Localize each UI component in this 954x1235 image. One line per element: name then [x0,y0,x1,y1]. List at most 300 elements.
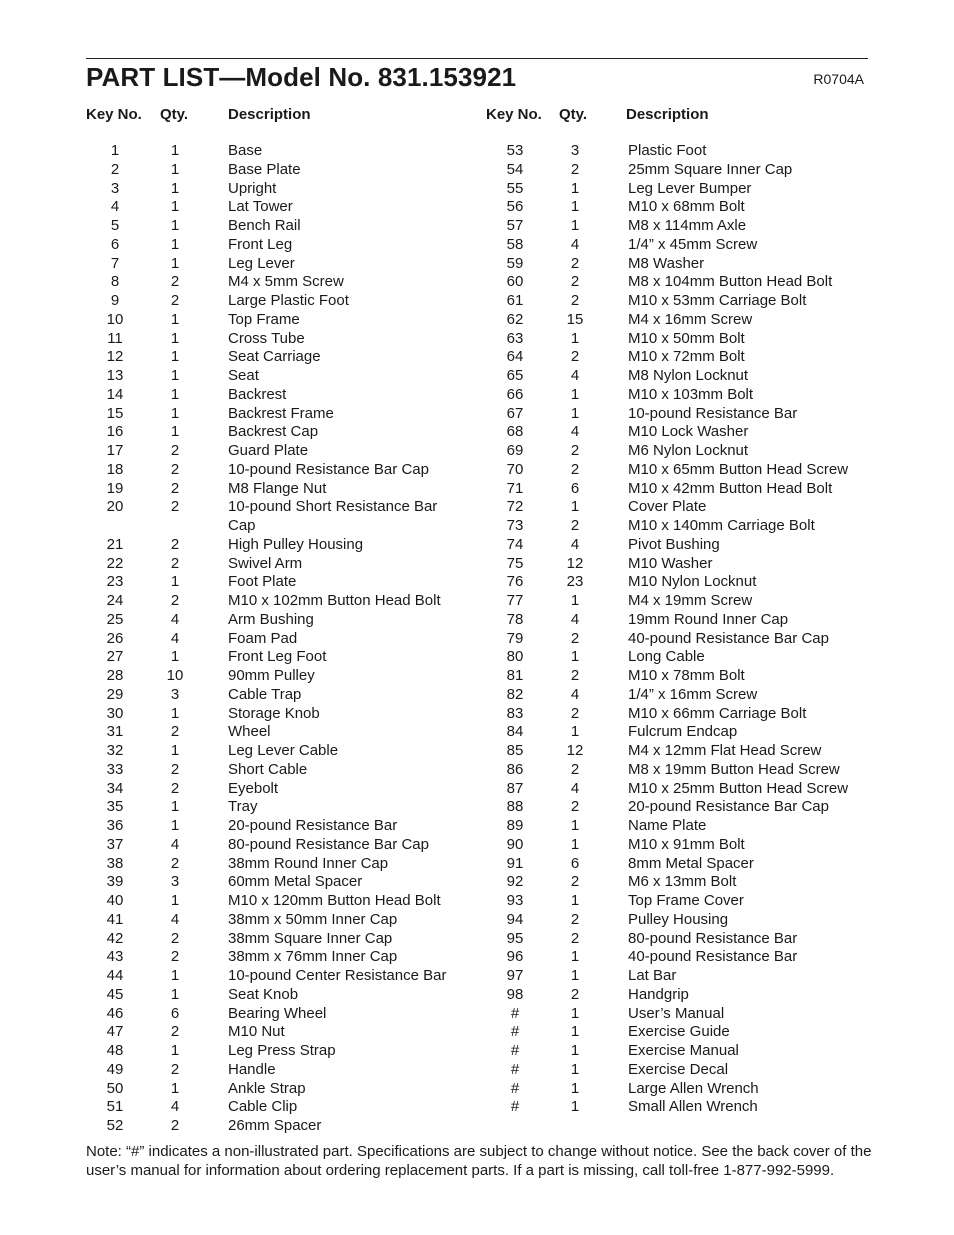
part-row [486,142,868,161]
part-qty: 1 [170,1079,180,1097]
part-qty: 2 [170,535,180,553]
part-key-no: 48 [106,1042,124,1059]
part-qty: 1 [170,142,180,159]
header-key-no: Key No. [86,106,142,123]
part-key-no: 72 [506,498,524,516]
part-qty: 2 [170,854,180,872]
part-qty: 2 [170,779,180,797]
part-qty: 2 [570,460,580,478]
page-title: PART LIST—Model No. 831.153921 [86,62,517,92]
part-row [86,498,466,517]
part-key-no: 49 [106,1060,124,1078]
part-qty: 4 [570,423,580,441]
part-qty: 1 [170,798,180,816]
part-qty: 1 [570,498,580,516]
part-qty: 2 [570,760,580,778]
part-row [486,611,868,630]
part-row [486,1042,868,1061]
part-qty: 1 [570,1098,580,1116]
part-key-no: 80 [506,648,524,666]
part-row [86,292,466,311]
part-row [86,630,466,649]
part-description: M8 Nylon Locknut [628,367,749,384]
part-description: 60mm Metal Spacer [228,873,363,891]
part-key-no: 33 [106,760,124,778]
part-qty: 2 [570,517,580,534]
part-key-no: 81 [506,667,524,684]
part-key-no: 56 [506,198,524,216]
part-row [486,892,868,911]
part-qty: 2 [170,723,180,741]
part-key-no: 86 [506,760,524,778]
part-description: Backrest Cap [228,423,319,441]
part-key-no: 58 [506,235,524,253]
part-key-no: 91 [506,854,524,872]
part-row [486,348,868,367]
part-qty: 1 [570,1079,580,1097]
part-qty: 1 [570,1060,580,1078]
part-description: Base [228,142,263,159]
part-description: Exercise Manual [628,1042,739,1059]
part-description: M10 x 91mm Bolt [628,835,745,853]
part-key-no: 98 [506,985,524,1003]
part-qty: 1 [570,198,580,216]
part-row [486,1080,868,1099]
part-row [486,330,868,349]
part-key-no: 34 [106,779,124,797]
part-description: Seat Carriage [228,348,321,366]
part-description: 38mm x 76mm Inner Cap [228,948,398,966]
part-row [86,367,466,386]
part-row [486,198,868,217]
part-row [86,1005,466,1024]
part-key-no: 26 [106,629,124,647]
part-row [486,405,868,424]
part-description: M8 x 104mm Button Head Bolt [628,273,833,291]
part-description: M10 Washer [628,554,713,572]
part-key-no: 74 [506,535,524,553]
part-qty: 1 [170,329,180,347]
part-row [86,442,466,461]
part-row [486,780,868,799]
part-key-no: 38 [106,854,124,872]
part-row [86,480,466,499]
part-qty: 1 [570,723,580,741]
part-row [86,1061,466,1080]
part-qty: 1 [170,198,180,216]
part-row [486,367,868,386]
part-key-no: 71 [506,479,524,497]
part-qty: 2 [570,160,580,178]
part-key-no: 87 [506,779,524,797]
part-qty: 2 [170,460,180,478]
part-row [86,555,466,574]
part-row [86,723,466,742]
part-qty: 1 [570,967,580,984]
part-description: M10 Lock Washer [628,423,749,441]
part-qty: 1 [570,1042,580,1059]
part-description: Large Plastic Foot [228,292,349,309]
part-row [486,723,868,742]
part-qty: 1 [170,217,180,234]
part-key-no: 16 [106,423,124,441]
part-key-no: 50 [106,1079,124,1097]
part-key-no: 23 [106,573,124,591]
part-description: Pivot Bushing [628,535,720,553]
part-key-no: 77 [506,592,524,609]
part-row [486,461,868,480]
part-qty: 1 [170,179,180,197]
part-description: Short Cable [228,760,308,778]
part-row [86,930,466,949]
part-row [86,461,466,480]
part-qty: 3 [170,873,180,891]
part-description: Storage Knob [228,704,320,722]
part-key-no: 32 [106,742,124,759]
parts-column-right [486,106,868,1116]
part-key-no: 30 [106,704,124,722]
part-row [86,423,466,442]
part-key-no: 2 [110,160,120,178]
part-description: Long Cable [628,648,705,666]
part-qty: 2 [570,985,580,1003]
part-key-no: 95 [506,929,524,947]
part-description: Lat Tower [228,198,293,216]
part-key-no: 24 [106,592,124,609]
part-description: M10 x 50mm Bolt [628,329,745,347]
part-row [86,348,466,367]
part-description: 40-pound Resistance Bar [628,948,798,966]
part-key-no: # [510,1060,520,1078]
part-qty: 4 [170,910,180,928]
part-description: Handgrip [628,985,689,1003]
part-description: Bearing Wheel [228,1004,327,1022]
part-qty: 2 [170,273,180,291]
part-description: User’s Manual [628,1004,725,1022]
part-description: Seat [228,367,259,384]
part-description: 80-pound Resistance Bar [628,929,798,947]
part-key-no: 52 [106,1117,124,1134]
part-key-no: 59 [506,254,524,272]
part-description: 20-pound Resistance Bar Cap [628,798,829,816]
part-description: M10 x 65mm Button Head Screw [628,460,849,478]
part-qty: 4 [570,367,580,384]
header-qty: Qty. [160,106,189,123]
part-row [486,180,868,199]
part-qty: 1 [170,160,180,178]
part-row [86,592,466,611]
part-qty: 2 [170,760,180,778]
part-qty: 23 [566,573,584,591]
part-description: 10-pound Center Resistance Bar [228,967,447,984]
part-key-no: # [510,1079,520,1097]
part-key-no: 66 [506,385,524,403]
part-description: High Pulley Housing [228,535,364,553]
part-key-no: 9 [110,292,120,309]
part-qty: 1 [170,573,180,591]
part-description: 20-pound Resistance Bar [228,817,398,834]
part-description: 10-pound Resistance Bar Cap [228,460,429,478]
part-qty: 2 [170,1023,180,1041]
part-row [86,742,466,761]
part-qty: 1 [570,892,580,909]
part-row [486,630,868,649]
part-row [486,667,868,686]
part-key-no: 51 [106,1098,124,1116]
part-description: M10 x 103mm Bolt [628,385,754,403]
part-qty: 2 [570,273,580,291]
part-key-no: 63 [506,329,524,347]
part-key-no: 11 [107,329,123,347]
part-row [486,555,868,574]
part-qty: 2 [570,704,580,722]
part-key-no: 62 [506,310,524,328]
part-key-no: 93 [506,892,524,909]
column-header [486,106,868,126]
part-row [486,686,868,705]
part-description: Pulley Housing [628,910,729,928]
part-description: Handle [228,1060,276,1078]
part-qty: 1 [170,892,180,909]
part-key-no: 84 [506,723,524,741]
part-key-no: 10 [106,310,124,328]
part-key-no: 89 [506,817,524,834]
part-description: Exercise Decal [628,1060,729,1078]
part-description: Foot Plate [228,573,297,591]
part-description: M4 x 19mm Screw [628,592,753,609]
part-row [86,686,466,705]
part-description: Cover Plate [628,498,707,516]
part-description: 19mm Round Inner Cap [628,610,789,628]
part-description: 1/4” x 45mm Screw [628,235,758,253]
part-description: M10 x 66mm Carriage Bolt [628,704,807,722]
part-description: Top Frame Cover [628,892,744,909]
part-row [486,423,868,442]
part-qty: 2 [170,592,180,609]
part-key-no: 43 [106,948,124,966]
part-qty: 3 [570,142,580,159]
part-description: Foam Pad [228,629,298,647]
part-key-no: 55 [506,179,524,197]
part-description: M8 x 114mm Axle [628,217,747,234]
part-description: M10 x 120mm Button Head Bolt [228,892,441,909]
part-qty: 1 [570,817,580,834]
part-description: Upright [228,179,277,197]
part-key-no: 69 [506,442,524,459]
part-key-no: 25 [106,610,124,628]
footnote: Note: “#” indicates a non-illustrated part. Specifications are subject to change without notice. See the back cover of the user’s manual for information about ordering replacement parts. If a part is missing, call toll-free 1-877-992-5999. [86,1143,872,1179]
part-key-no: 39 [106,873,124,891]
part-key-no: 6 [110,235,120,253]
part-description: M10 x 53mm Carriage Bolt [628,292,807,309]
header-description: Description [228,106,311,123]
part-row [86,855,466,874]
part-row [86,1080,466,1099]
part-row [86,761,466,780]
part-qty: 4 [570,779,580,797]
part-row [486,873,868,892]
part-key-no: 41 [106,910,124,928]
part-qty: 1 [170,742,180,759]
part-key-no: 29 [106,685,124,703]
part-key-no: # [510,1042,520,1059]
part-row [86,517,466,536]
part-description: M8 Flange Nut [228,479,327,497]
part-row [486,273,868,292]
part-qty: 4 [570,535,580,553]
part-description: 90mm Pulley [228,667,315,684]
part-key-no: 21 [106,535,124,553]
part-row [486,442,868,461]
part-description: M10 x 68mm Bolt [628,198,745,216]
part-description: M10 x 78mm Bolt [628,667,745,684]
part-row [486,911,868,930]
part-row [86,873,466,892]
part-description: M8 x 19mm Button Head Screw [628,760,840,778]
part-description: Front Leg [228,235,293,253]
part-description: Plastic Foot [628,142,707,159]
part-qty: 4 [570,610,580,628]
part-description: Lat Bar [628,967,677,984]
part-qty: 2 [570,292,580,309]
part-description: Backrest Frame [228,404,334,422]
part-row [86,667,466,686]
part-qty: 1 [570,1023,580,1041]
part-description: 8mm Metal Spacer [628,854,754,872]
part-key-no: 3 [110,179,120,197]
part-row [486,648,868,667]
part-key-no: 68 [506,423,524,441]
part-key-no: 61 [506,292,524,309]
part-description: 25mm Square Inner Cap [628,160,793,178]
part-description: Wheel [228,723,271,741]
part-row [86,780,466,799]
part-qty: 2 [170,929,180,947]
top-rule [86,58,868,59]
part-row [486,1005,868,1024]
part-row [486,292,868,311]
part-key-no: 60 [506,273,524,291]
part-key-no: 92 [506,873,524,891]
part-row [86,948,466,967]
part-row [486,705,868,724]
part-qty: 2 [570,254,580,272]
part-qty: 2 [170,292,180,309]
part-qty: 1 [570,648,580,666]
part-qty: 2 [570,667,580,684]
part-key-no: 35 [106,798,124,816]
part-description: M10 x 25mm Button Head Screw [628,779,849,797]
part-key-no: 70 [506,460,524,478]
part-description: Cap [228,517,256,534]
part-description: M10 x 102mm Button Head Bolt [228,592,441,609]
part-qty: 1 [170,348,180,366]
part-row [86,161,466,180]
part-qty: 4 [170,629,180,647]
part-qty: 1 [170,423,180,441]
part-key-no: 27 [106,648,124,666]
part-row [86,573,466,592]
part-row [86,817,466,836]
part-row [86,536,466,555]
part-qty: 10 [166,667,184,684]
part-description: Cable Clip [228,1098,298,1116]
part-row [86,967,466,986]
part-key-no: 42 [106,929,124,947]
part-key-no: 5 [110,217,120,234]
part-description: 10-pound Resistance Bar [628,404,798,422]
part-description: Front Leg Foot [228,648,327,666]
part-key-no: 76 [506,573,524,591]
part-row [86,911,466,930]
part-qty: 1 [170,704,180,722]
part-key-no: 37 [106,835,124,853]
part-description: 38mm x 50mm Inner Cap [228,910,398,928]
part-row [86,198,466,217]
part-key-no: 54 [506,160,524,178]
part-description: Bench Rail [228,217,301,234]
part-key-no: 36 [106,817,124,834]
part-qty: 2 [170,498,180,516]
part-description: Small Allen Wrench [628,1098,758,1116]
part-row [86,892,466,911]
part-row [86,1098,466,1117]
part-qty: 2 [170,948,180,966]
part-row [86,1042,466,1061]
part-description: Exercise Guide [628,1023,730,1041]
part-description: Cross Tube [228,329,305,347]
part-key-no: 22 [106,554,124,572]
part-key-no: 73 [506,517,524,534]
part-qty: 4 [170,1098,180,1116]
part-key-no: 97 [506,967,524,984]
part-key-no: 57 [506,217,524,234]
part-key-no: 1 [110,142,120,159]
part-row [86,142,466,161]
part-description: M10 x 140mm Carriage Bolt [628,517,815,534]
part-description: 26mm Spacer [228,1117,322,1134]
part-qty: 1 [570,179,580,197]
part-description: M10 Nylon Locknut [628,573,757,591]
part-key-no: 8 [110,273,120,291]
part-key-no: 17 [106,442,124,459]
part-qty: 6 [570,479,580,497]
part-description: Top Frame [228,310,300,328]
part-key-no: 90 [506,835,524,853]
part-row [486,573,868,592]
part-row [486,1098,868,1117]
part-key-no: 20 [106,498,124,516]
part-key-no: 85 [506,742,524,759]
part-qty: 1 [570,948,580,966]
part-row [86,180,466,199]
part-row [486,161,868,180]
part-key-no: 88 [506,798,524,816]
part-qty: 12 [566,554,584,572]
part-key-no: 45 [106,985,124,1003]
part-qty: 1 [570,404,580,422]
part-qty: 2 [170,1060,180,1078]
part-row [486,498,868,517]
part-qty: 1 [170,254,180,272]
part-key-no: 75 [506,554,524,572]
part-qty: 2 [570,629,580,647]
part-row [86,1023,466,1042]
part-description: Leg Lever Cable [228,742,339,759]
parts-rows-right [486,142,868,1117]
part-row [486,517,868,536]
part-row [86,386,466,405]
